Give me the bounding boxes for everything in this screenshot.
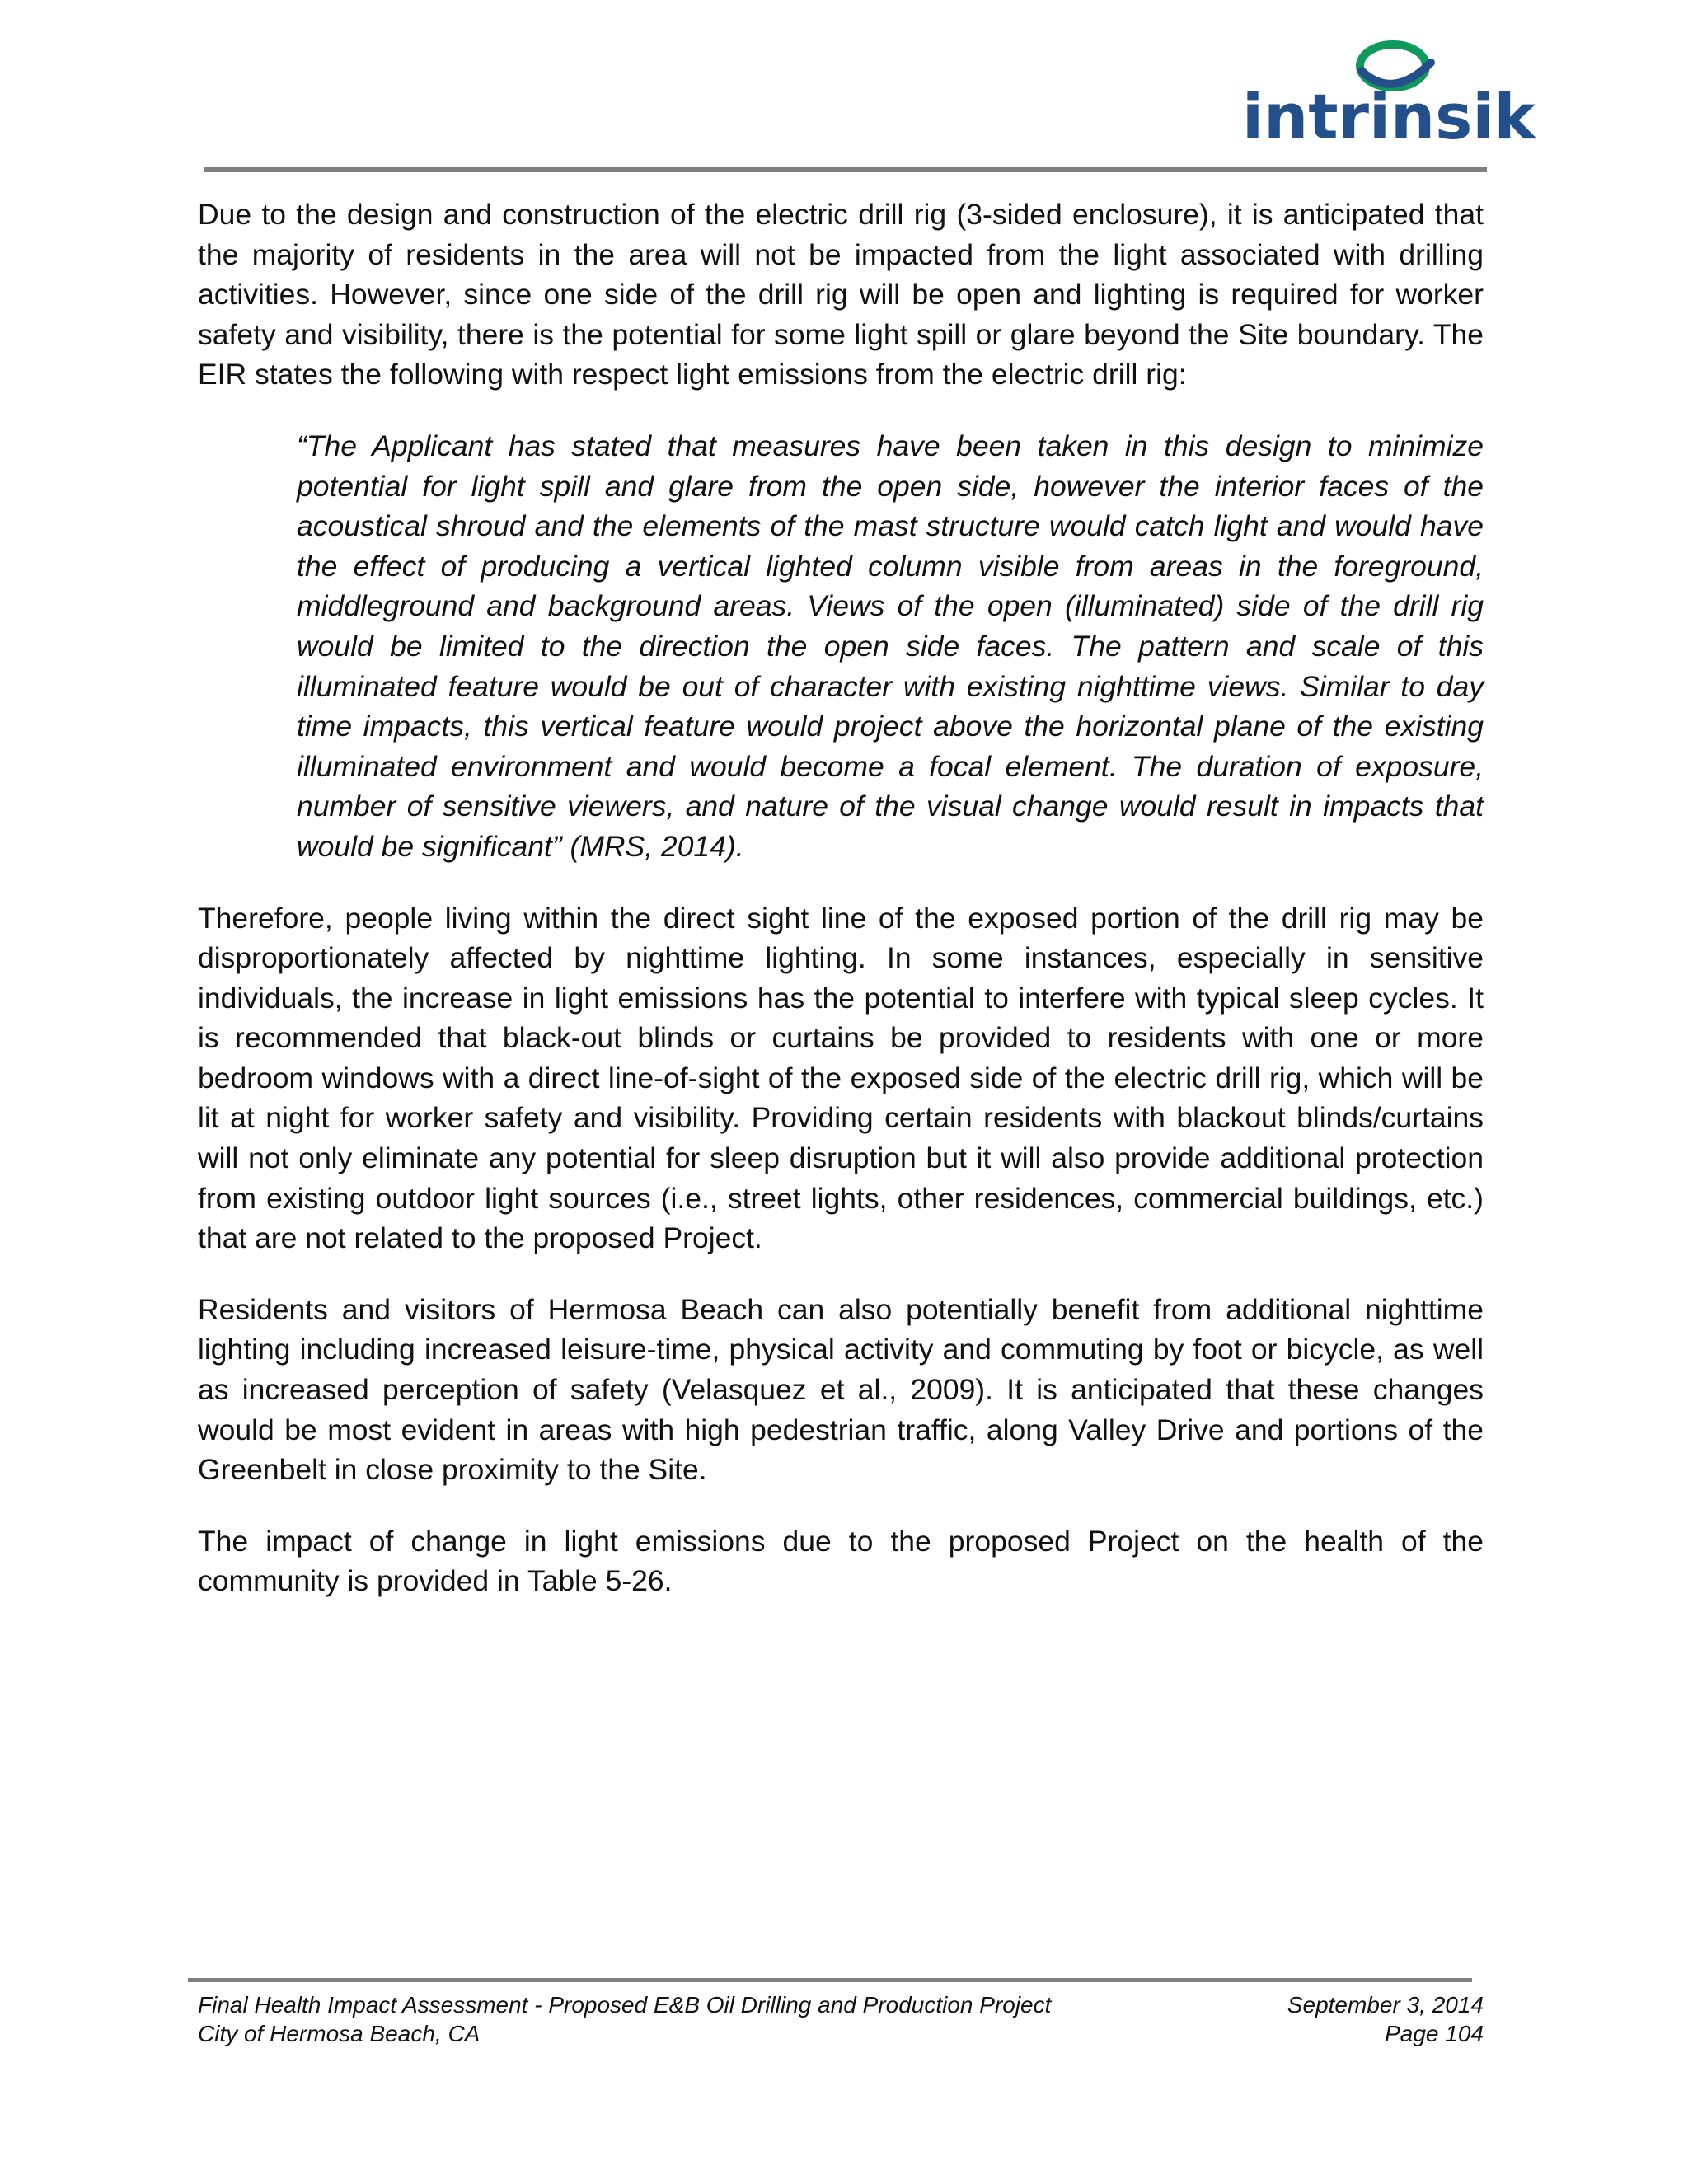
intrinsik-logo xyxy=(1242,33,1536,153)
footer-row-bottom xyxy=(198,2019,1484,2048)
paragraph-residents-benefit: Residents and visitors of Hermosa Beach can also potentially benefit from additional nighttime lighting including increased leisure-time, physical activity and commuting by foot or bicycle, as well as increased perception of safety (Velasquez et al., 2009). It is anticipated that these changes would be most evident in areas with high pedestrian traffic, along Valley Drive and portions of the Greenbelt in close proximity to the Site. xyxy=(198,1292,1484,1487)
header-divider xyxy=(204,167,1487,172)
footer-date: September 3, 2014 xyxy=(1287,1992,1484,2018)
paragraph-impact-table-reference: The impact of change in light emissions due to the proposed Project on the health of the community is provided in Table 5-26. xyxy=(198,1524,1484,1598)
footer-location: City of Hermosa Beach, CA xyxy=(198,2021,481,2046)
paragraph-drill-rig-design: Due to the design and construction of the electric drill rig (3-sided enclosure), it is anticipated that the majority of residents in the area will not be impacted from the light associated with drilling activities. However, since one side of the drill rig will be open and lighting is required for worker safety and visibility, there is the potential for some light spill or glare beyond the Site boundary. The EIR states the following with respect light emissions from the electric drill rig: xyxy=(198,198,1484,391)
logo-wordmark: intrinsik xyxy=(1242,80,1536,153)
page-footer xyxy=(198,1990,1484,2048)
footer-divider xyxy=(188,1978,1472,1982)
footer-page-number: Page 104 xyxy=(1385,2021,1484,2046)
footer-document-title: Final Health Impact Assessment - Proposed E&B Oil Drilling and Production Project xyxy=(198,1992,1052,2018)
footer-row-top xyxy=(198,1990,1484,2019)
eir-quote: “The Applicant has stated that measures have been taken in this design to minimize potential for light spill and glare from the open side, however the interior faces of the acoustical shroud and the elements of the mast structure would catch light and would have the effect of producing a vertical lighted column visible from areas in the foreground, middleground and background areas. Views of the open (illuminated) side of the drill rig would be limited to the direction the open side faces. The pattern and scale of this illuminated feature would be out of character with existing nighttime views. Similar to day time impacts, this vertical feature would project above the horizontal plane of the existing illuminated environment and would become a focal element. The duration of exposure, number of sensitive viewers, and nature of the visual change would result in impacts that would be significant” (MRS, 2014). xyxy=(297,429,1484,863)
paragraph-nighttime-lighting: Therefore, people living within the direct sight line of the exposed portion of the drill rig may be disproportionately affected by nighttime lighting. In some instances, especially in sensitive individuals, the increase in light emissions has the potential to interfere with typical sleep cycles. It is recommended that black-out blinds or curtains be provided to residents with one or more bedroom windows with a direct line-of-sight of the exposed side of the electric drill rig, which will be lit at night for worker safety and visibility. Providing certain residents with blackout blinds/curtains will not only eliminate any potential for sleep disruption but it will also provide additional protection from existing outdoor light sources (i.e., street lights, other residences, commercial buildings, etc.) that are not related to the proposed Project. xyxy=(198,901,1484,1255)
document-body xyxy=(198,194,1484,1633)
